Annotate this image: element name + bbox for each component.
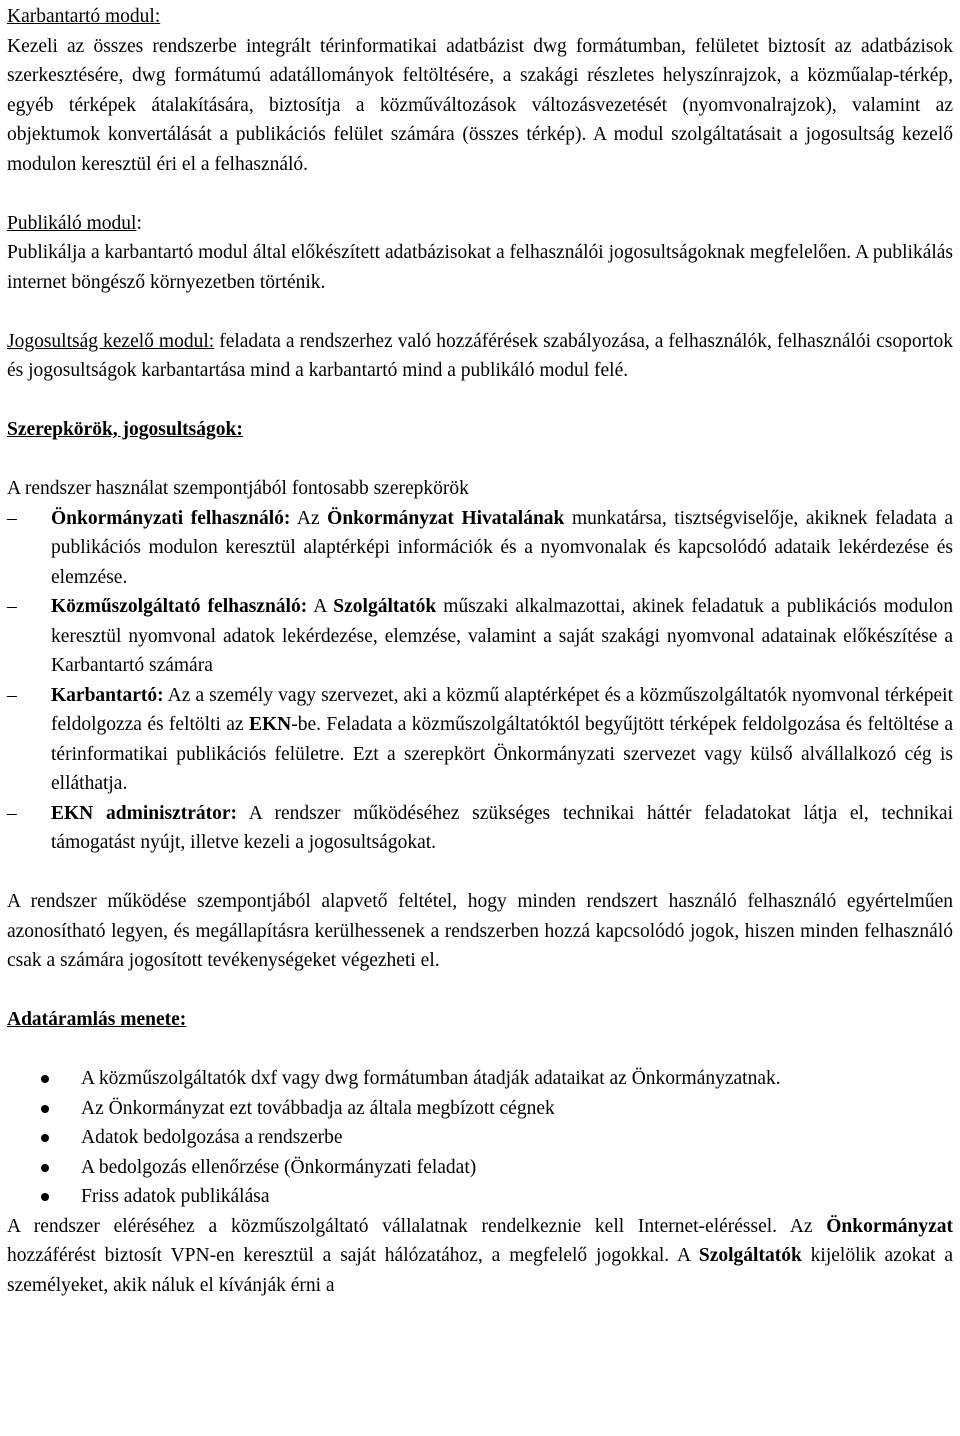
spacer — [7, 1035, 953, 1065]
role-list — [7, 504, 953, 858]
spacer — [7, 179, 953, 209]
jogosultsag-paragraph — [7, 327, 953, 386]
spacer — [7, 976, 953, 1006]
karbantarto-heading: Karbantartó modul: — [7, 6, 161, 27]
szerepkorok-closing: A rendszer működése szempontjából alapvető feltétel, hogy minden rendszert használó felhasználó egyértelműen azonosítható legyen, és megállapításra kerülhessenek a rendszerben hozzá kapcsolódó jogok, hiszen minden felhasználó csak a számára jogosított tevékenységeket végezheti el. — [7, 891, 953, 971]
role-term: Karbantartó: — [51, 684, 164, 706]
spacer — [7, 297, 953, 327]
flow-item: Az Önkormányzat ezt továbbadja az általa megbízott cégnek — [7, 1094, 953, 1124]
role-term: EKN adminisztrátor: — [51, 802, 238, 824]
flow-item: Adatok bedolgozása a rendszerbe — [7, 1123, 953, 1153]
adataramlas-heading: Adatáramlás menete: — [7, 1009, 187, 1030]
role-item-kozmuszolgaltato: – Közműszolgáltató felhasználó: A Szolgáltatók műszaki alkalmazottai, akinek feladatuk a publikációs modulon keresztül nyomvonal adatok lekérdezése, elemzése, valamint a saját szakági nyomvonal adatainak előkészítése a Karbantartó számára — [7, 592, 953, 681]
publikalo-heading: Publikáló modul: — [7, 212, 142, 234]
section-adataramlas — [7, 1005, 953, 1300]
section-publikalo-modul — [7, 209, 953, 298]
bullet-icon — [41, 1075, 49, 1083]
bullet-icon — [41, 1134, 49, 1142]
szerepkorok-heading: Szerepkörök, jogosultságok: — [7, 419, 243, 440]
flow-item: Friss adatok publikálása — [7, 1182, 953, 1212]
role-item-onkormanyzati: – Önkormányzati felhasználó: Az Önkormányzat Hivatalának munkatársa, tisztségviselője, akiknek feladata a publikációs modulon keresztül alaptérképi információk és a nyomvonalak és kapcsolódó adataik lekérdezése és elemzése. — [7, 504, 953, 593]
dash-marker: – — [7, 684, 17, 706]
publikalo-body: Publikálja a karbantartó modul által előkészített adatbázisokat a felhasználói jogosultságoknak megfelelően. A publikálás internet böngésző környezetben történik. — [7, 242, 954, 293]
dash-marker: – — [7, 802, 17, 824]
jogosultsag-heading: Jogosultság kezelő modul: — [7, 330, 215, 352]
spacer — [7, 858, 953, 888]
section-jogosultsag-kezelo-modul — [7, 327, 953, 386]
spacer — [7, 386, 953, 416]
role-item-karbantarto: – Karbantartó: Az a személy vagy szervezet, aki a közmű alaptérképet és a közműszolgáltatók nyomvonal térképeit feldolgozza és feltölti az EKN-be. Feladata a közműszolgáltatóktól begyűjtött térképek feldolgozása és feltöltése a térinformatikai publikációs felületre. Ezt a szerepkört Önkormányzati szervezet vagy külső alvállalkozó cég is elláthatja. — [7, 681, 953, 799]
karbantarto-body: Kezeli az összes rendszerbe integrált térinformatikai adatbázist dwg formátumban, felületet biztosít az adatbázisok szerkesztésére, dwg formátumú adatállományok feltöltésére, a szakági részletes helyszínrajzok, a közműalap-térkép, egyéb térképek átalakítására, biztosítja a közműváltozások változásvezetését (nyomvonalrajzok), valamint az objektumok konvertálását a publikációs felület számára (összes térkép). A modul szolgáltatásait a jogosultság kezelő modulon keresztül éri el a felhasználó. — [7, 35, 953, 175]
flow-item: A közműszolgáltatók dxf vagy dwg formátumban átadják adataikat az Önkormányzatnak. — [7, 1064, 953, 1094]
bullet-icon — [41, 1105, 49, 1113]
jogosultsag-body: feladata a rendszerhez való hozzáférések szabályozása, a felhasználók, felhasználói csoportok és jogosultságok karbantartása mind a karbantartó mind a publikáló modul felé. — [7, 330, 953, 381]
section-karbantarto-modul — [7, 2, 953, 179]
adataramlas-closing: A rendszer eléréséhez a közműszolgáltató vállalatnak rendelkeznie kell Internet-eléréssel. Az Önkormányzat hozzáférést biztosít VPN-en keresztül a saját hálózatához, a megfelelő jogokkal. A Szolgáltatók kijelölik azokat a személyeket, akik náluk el kívánják érni a — [7, 1215, 953, 1296]
spacer — [7, 445, 953, 475]
flow-list — [7, 1064, 953, 1212]
role-term: Közműszolgáltató felhasználó: — [51, 596, 308, 617]
dash-marker: – — [7, 596, 17, 617]
section-szerepkorok — [7, 415, 953, 976]
role-item-ekn-adminisztrator: – EKN adminisztrátor: A rendszer működéséhez szükséges technikai háttér feladatokat látja el, technikai támogatást nyújt, illetve kezeli a jogosultságokat. — [7, 799, 953, 858]
flow-item: A bedolgozás ellenőrzése (Önkormányzati feladat) — [7, 1153, 953, 1183]
role-term: Önkormányzati felhasználó: — [51, 507, 291, 529]
szerepkorok-intro: A rendszer használat szempontjából fontosabb szerepkörök — [7, 478, 469, 499]
dash-marker: – — [7, 507, 17, 529]
bullet-icon — [41, 1164, 49, 1172]
bullet-icon — [41, 1193, 49, 1201]
